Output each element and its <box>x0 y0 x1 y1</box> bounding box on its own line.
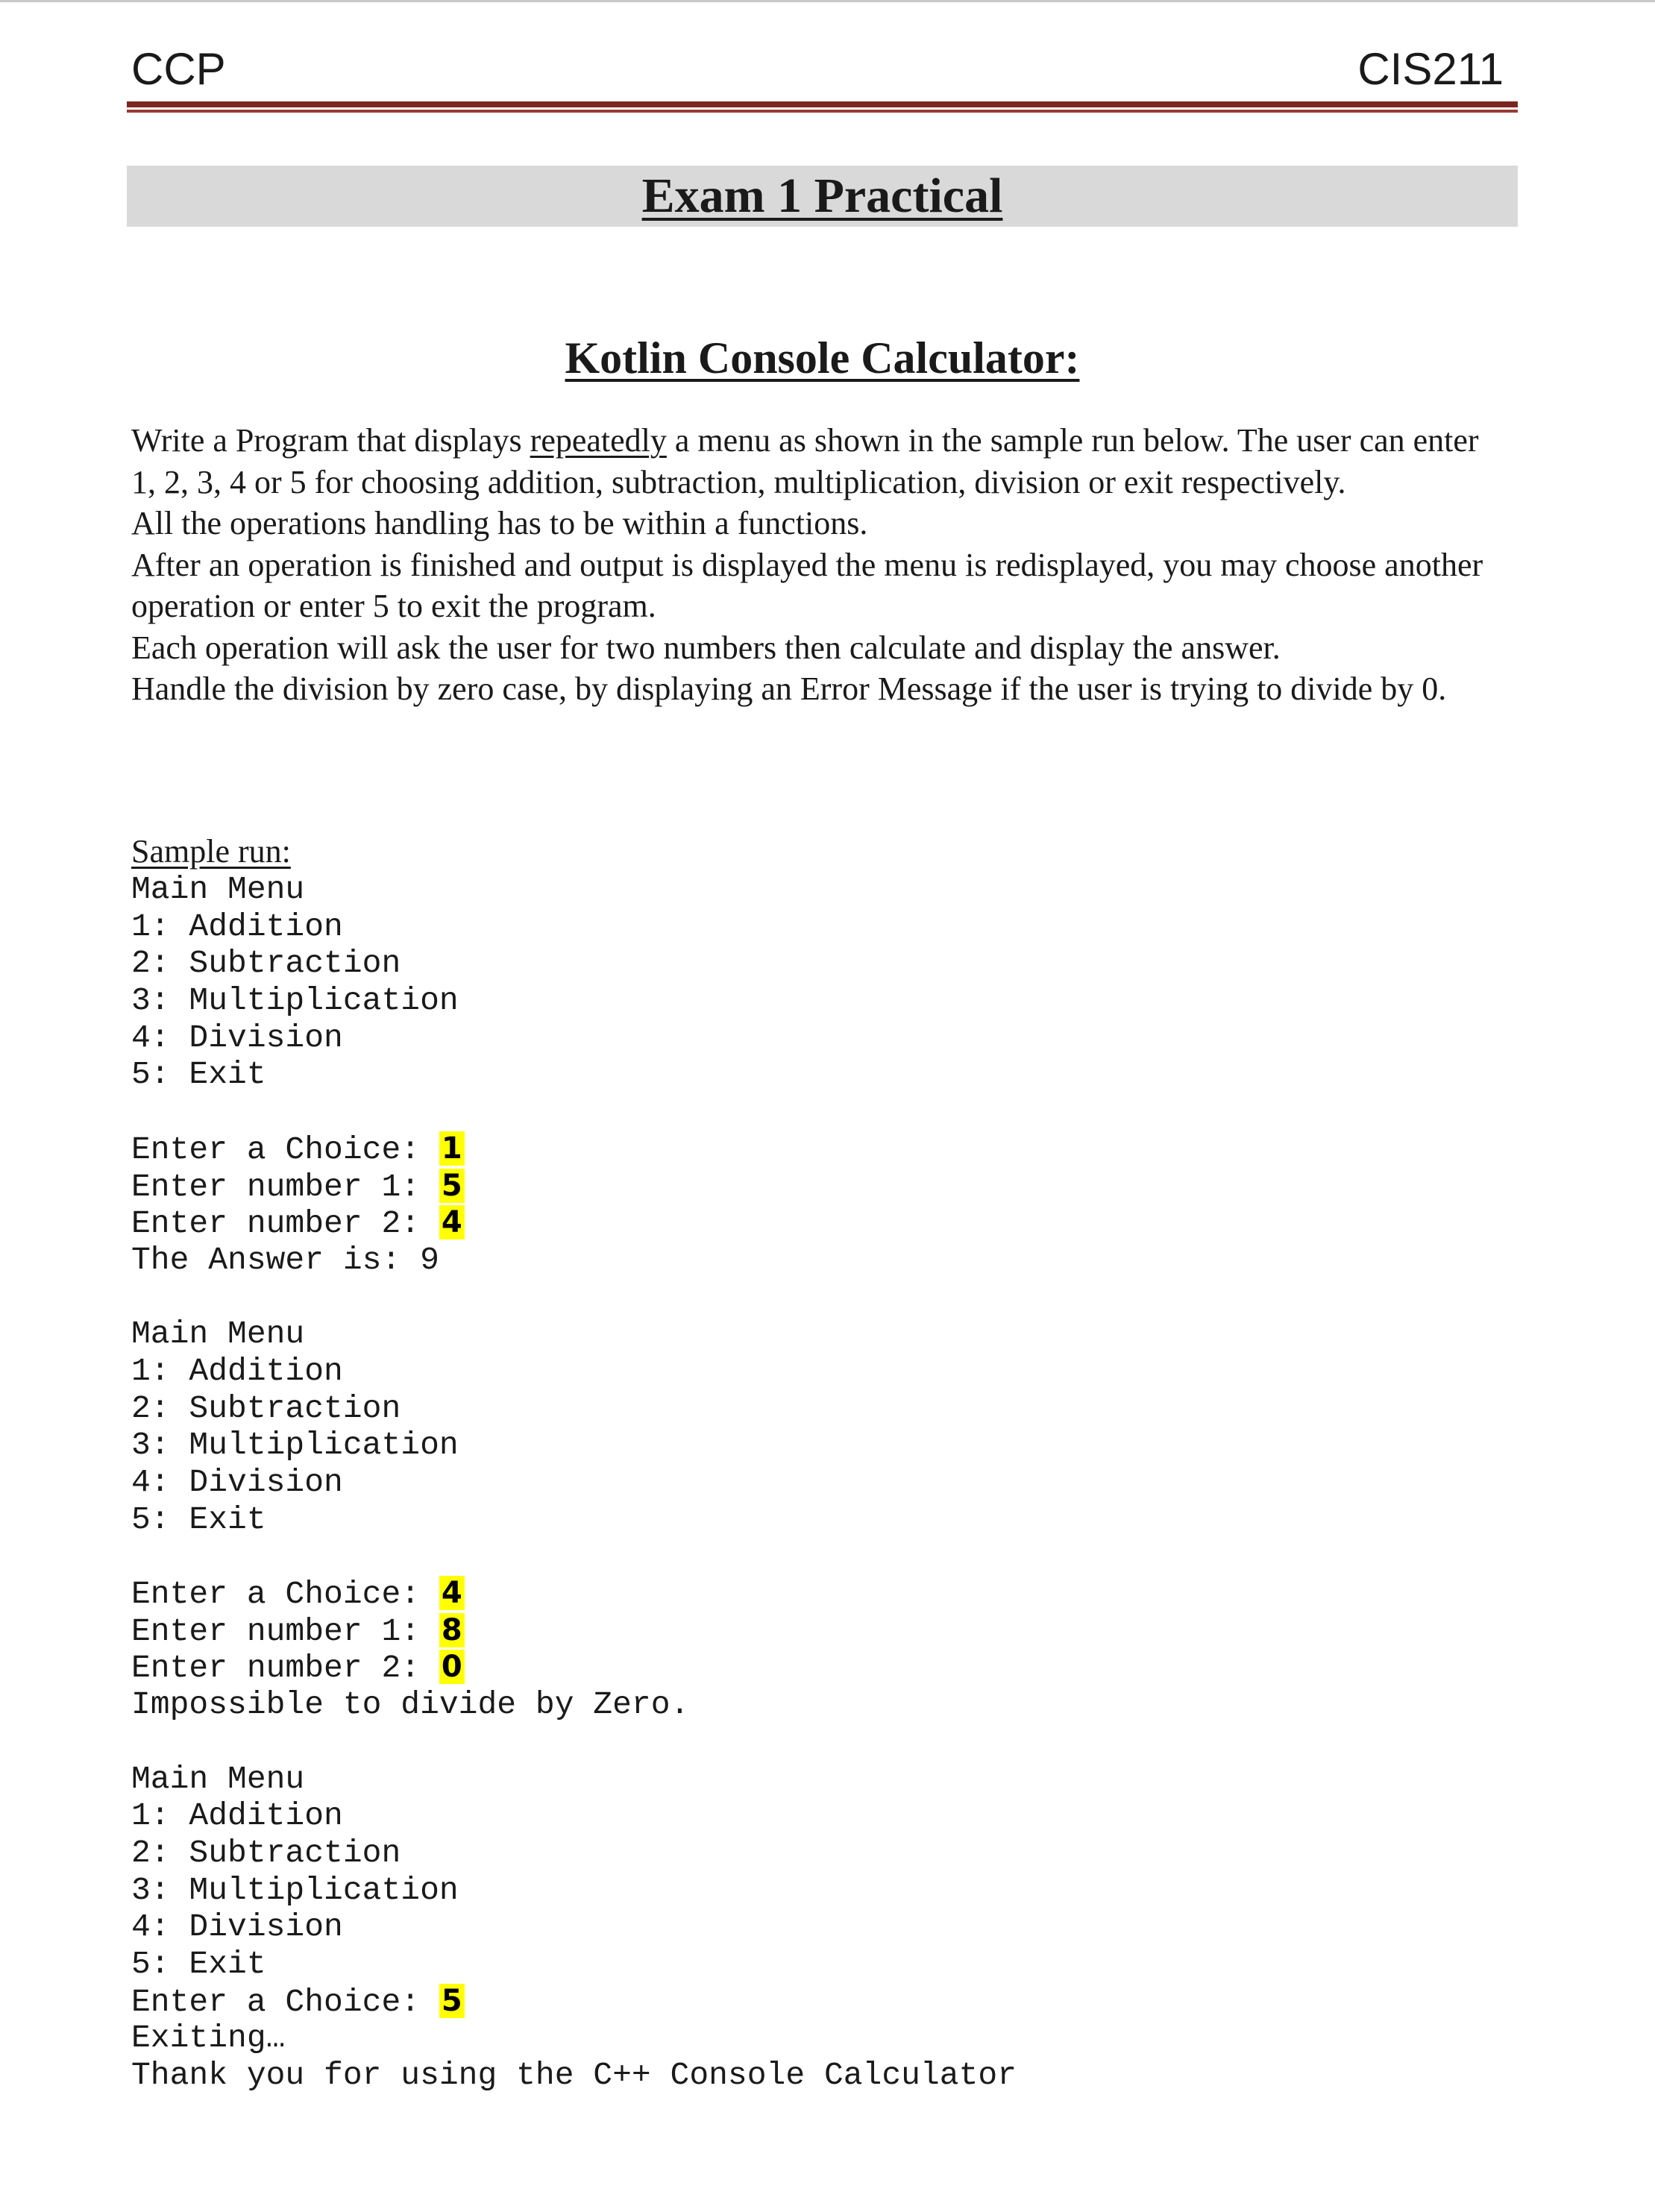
menu-item: 5: Exit <box>131 1056 266 1093</box>
menu-item: 5: Exit <box>131 1945 266 1982</box>
menu-item: 1: Addition <box>131 1352 343 1389</box>
menu-item: 2: Subtraction <box>131 1389 401 1427</box>
error-line: Impossible to divide by Zero. <box>131 1686 690 1724</box>
header-rule-thick <box>127 101 1518 107</box>
menu-item: 5: Exit <box>131 1501 266 1538</box>
menu-item: 4: Division <box>131 1908 343 1946</box>
number1-line: Enter number 1: 8 <box>131 1612 1017 1650</box>
instructions <box>131 420 1511 710</box>
blank-line <box>131 1724 1017 1761</box>
menu-title: Main Menu <box>131 871 305 908</box>
menu-item: 2: Subtraction <box>131 945 401 982</box>
menu-item: 1: Addition <box>131 1797 343 1835</box>
user-input: 0 <box>439 1650 465 1684</box>
exiting-line: Exiting… <box>131 2020 286 2057</box>
user-input: 5 <box>439 1984 465 2018</box>
blank-line <box>131 1093 1017 1131</box>
blank-line <box>131 1279 1017 1316</box>
blank-line <box>131 1538 1017 1575</box>
menu-item: 3: Multiplication <box>131 1871 459 1908</box>
number2-line: Enter number 2: 0 <box>131 1649 1017 1686</box>
instruction-paragraph-5: Handle the division by zero case, by displaying an Error Message if the user is trying to divide by 0. <box>131 670 1447 707</box>
user-input: 4 <box>439 1205 465 1239</box>
number1-line: Enter number 1: 5 <box>131 1168 1017 1205</box>
page-top-rule <box>0 0 1655 2</box>
header-left-text: CCP <box>131 44 226 94</box>
sample-run-console <box>131 871 1017 2094</box>
instruction-paragraph-2: All the operations handling has to be within a functions. <box>131 505 868 541</box>
menu-item: 3: Multiplication <box>131 1427 459 1464</box>
header-right-text: CIS211 <box>1357 44 1504 94</box>
choice-line: Enter a Choice: 4 <box>131 1575 1017 1612</box>
menu-item: 4: Division <box>131 1464 343 1501</box>
page-header <box>127 43 1521 95</box>
page-title: Exam 1 Practical <box>641 169 1003 223</box>
menu-title: Main Menu <box>131 1760 305 1797</box>
menu-item: 2: Subtraction <box>131 1834 401 1871</box>
instruction-paragraph-3: After an operation is finished and output is displayed the menu is redisplayed, you may choose another operation or enter 5 to exit the program. <box>131 546 1483 624</box>
menu-item: 4: Division <box>131 1019 343 1056</box>
menu-title: Main Menu <box>131 1316 305 1353</box>
title-band <box>127 166 1518 227</box>
menu-item: 3: Multiplication <box>131 982 459 1019</box>
sample-run-label: Sample run: <box>131 833 291 870</box>
section-title: Kotlin Console Calculator: <box>565 333 1080 383</box>
emphasis-repeatedly: repeatedly <box>530 422 667 459</box>
thank-you-line: Thank you for using the C++ Console Calculator <box>131 2057 1017 2093</box>
instruction-paragraph-1: Write a Program that displays repeatedly a menu as shown in the sample run below. The user can enter 1, 2, 3, 4 or 5 for choosing addition, subtraction, multiplication, division or exit respectively. <box>131 422 1479 500</box>
user-input: 1 <box>439 1131 465 1166</box>
instruction-paragraph-4: Each operation will ask the user for two numbers then calculate and display the answer. <box>131 629 1281 666</box>
choice-line: Enter a Choice: 5 <box>131 1983 1017 2020</box>
header-rule-thin <box>127 110 1518 113</box>
number2-line: Enter number 2: 4 <box>131 1204 1017 1242</box>
user-input: 4 <box>439 1576 465 1610</box>
result-line: The Answer is: 9 <box>131 1241 439 1278</box>
user-input: 5 <box>439 1169 465 1203</box>
choice-line: Enter a Choice: 1 <box>131 1131 1017 1168</box>
user-input: 8 <box>439 1613 465 1647</box>
menu-item: 1: Addition <box>131 908 343 945</box>
